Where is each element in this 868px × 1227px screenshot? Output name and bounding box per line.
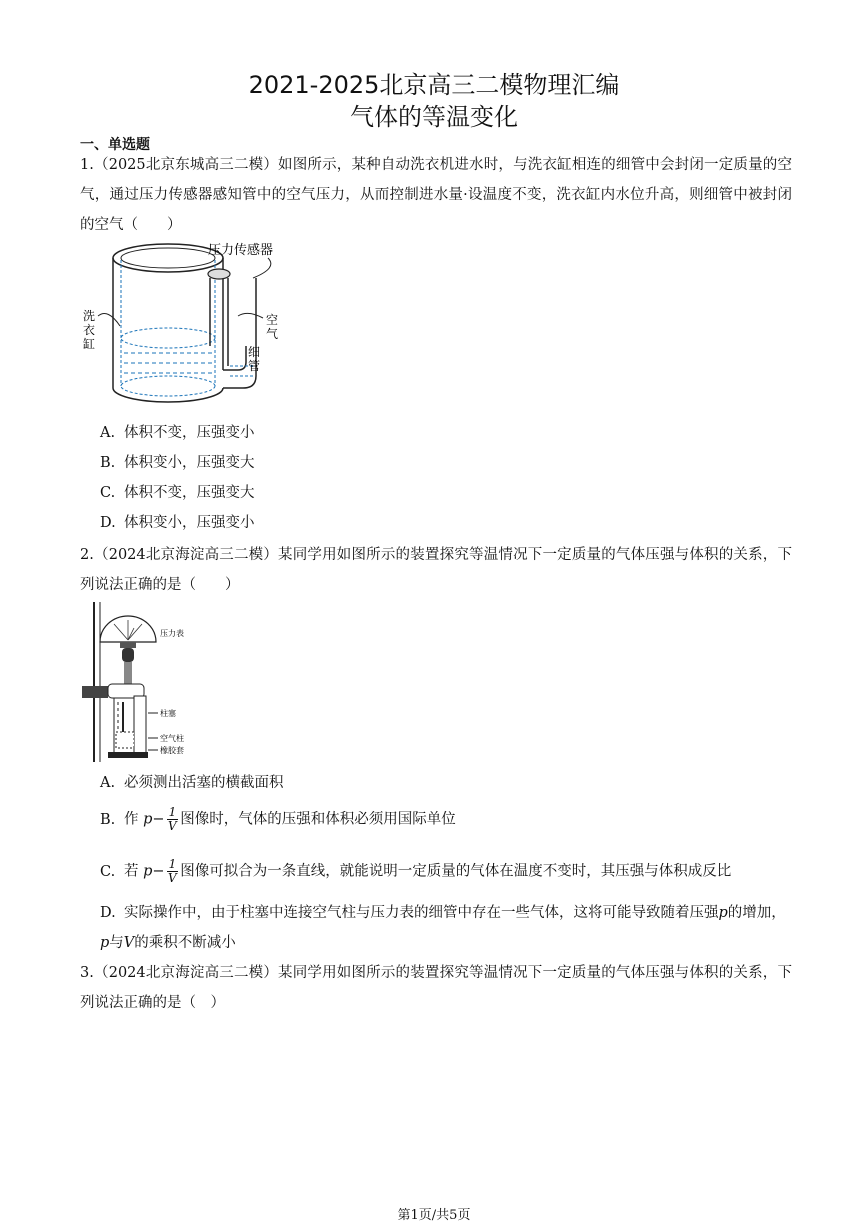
question-text: 某同学用如图所示的装置探究等温情况下一定质量的气体压强与体积的关系，下列说法正确的是（ ）: [80, 965, 792, 1011]
tube-label-1: 细: [248, 345, 261, 359]
tube-label-2: 管: [248, 359, 261, 373]
q1-option-b[interactable]: [100, 452, 255, 474]
question-2-stem: [80, 540, 792, 600]
section-heading: 一、单选题: [80, 137, 150, 153]
volume-symbol: V: [123, 935, 135, 951]
q2-option-b[interactable]: [100, 806, 456, 833]
option-text: 体积不变，压强变小: [124, 425, 255, 441]
option-key: D.: [100, 905, 116, 921]
question-source: （2025北京东城高三二模）: [93, 157, 279, 173]
q1-option-a[interactable]: [100, 422, 255, 444]
option-key: D.: [100, 515, 116, 531]
dash-symbol: −: [152, 811, 165, 828]
fraction-one-over-v: [167, 858, 179, 885]
q2-option-a[interactable]: [100, 772, 284, 794]
washing-machine-figure: [78, 238, 308, 418]
option-key: A.: [100, 775, 116, 791]
tub-label-3: 缸: [83, 337, 96, 351]
question-text: 如图所示，某种自动洗衣机进水时，与洗衣缸相连的细管中会封闭一定质量的空气，通过压力传感器感知管中的空气压力，从而控制进水量·设温度不变，洗衣缸内水位升高，则细管中被封闭的空气（ ）: [80, 157, 792, 233]
tub-label-1: 洗: [83, 309, 96, 323]
fraction-numerator: 1: [168, 857, 177, 871]
pressure-symbol: p: [143, 811, 153, 828]
pressure-symbol: p: [143, 863, 153, 880]
air-label-1: 空: [266, 313, 279, 327]
option-text: 必须测出活塞的横截面积: [124, 775, 284, 791]
question-3-stem: [80, 958, 792, 1018]
option-text: 的乘积不断减小: [134, 935, 236, 951]
document-title: 2021-2025北京高三二模物理汇编: [248, 71, 620, 99]
dash-symbol: −: [152, 863, 165, 880]
question-source: （2024北京海淀高三二模）: [93, 965, 279, 981]
pressure-apparatus-figure: [78, 602, 218, 762]
q1-option-d[interactable]: [100, 512, 255, 534]
option-text: 体积不变，压强变大: [124, 485, 255, 501]
question-number: 3.: [80, 965, 94, 981]
fraction-denominator: V: [168, 819, 177, 833]
question-number: 2.: [80, 547, 94, 563]
air-label-2: 气: [266, 327, 279, 341]
pressure-symbol: p: [100, 935, 110, 951]
document-subtitle: 气体的等温变化: [350, 103, 518, 131]
option-text: 作: [124, 811, 139, 828]
q2-option-d[interactable]: [100, 898, 792, 958]
option-text: 实际操作中，由于柱塞中连接空气柱与压力表的细管中存在一些气体，这将可能导致随着压强: [124, 905, 719, 921]
q2-option-c[interactable]: [100, 858, 731, 885]
gauge-label: 压力表: [160, 629, 184, 638]
option-text-tail: 图像可拟合为一条直线，就能说明一定质量的气体在温度不变时，其压强与体积成反比: [180, 863, 732, 880]
question-text: 某同学用如图所示的装置探究等温情况下一定质量的气体压强与体积的关系，下列说法正确的是（ ）: [80, 547, 792, 593]
pressure-symbol: p: [718, 905, 728, 921]
fraction-denominator: V: [168, 871, 177, 885]
q1-option-c[interactable]: [100, 482, 255, 504]
option-text-tail: 图像时，气体的压强和体积必须用国际单位: [180, 811, 456, 828]
option-key: B.: [100, 811, 116, 828]
option-key: B.: [100, 455, 116, 471]
option-text: 体积变小，压强变大: [124, 455, 255, 471]
option-text: 的增加，: [727, 905, 786, 921]
rubber-cap-label: 橡胶套: [160, 746, 184, 755]
option-text: 体积变小，压强变小: [124, 515, 255, 531]
page-number: 第1页/共5页: [397, 1208, 471, 1223]
tub-label-2: 衣: [83, 323, 96, 337]
question-1-stem: [80, 150, 792, 240]
fraction-numerator: 1: [168, 805, 177, 819]
sensor-label: 压力传感器: [208, 243, 274, 258]
piston-label: 柱塞: [160, 709, 176, 718]
option-key: A.: [100, 425, 116, 441]
option-text: 与: [109, 935, 124, 951]
option-key: C.: [100, 485, 116, 501]
question-number: 1.: [80, 157, 94, 173]
question-source: （2024北京海淀高三二模）: [93, 547, 279, 563]
option-text: 若: [124, 863, 139, 880]
air-column-label: 空气柱: [160, 734, 184, 743]
option-key: C.: [100, 863, 116, 880]
fraction-one-over-v: [167, 806, 179, 833]
